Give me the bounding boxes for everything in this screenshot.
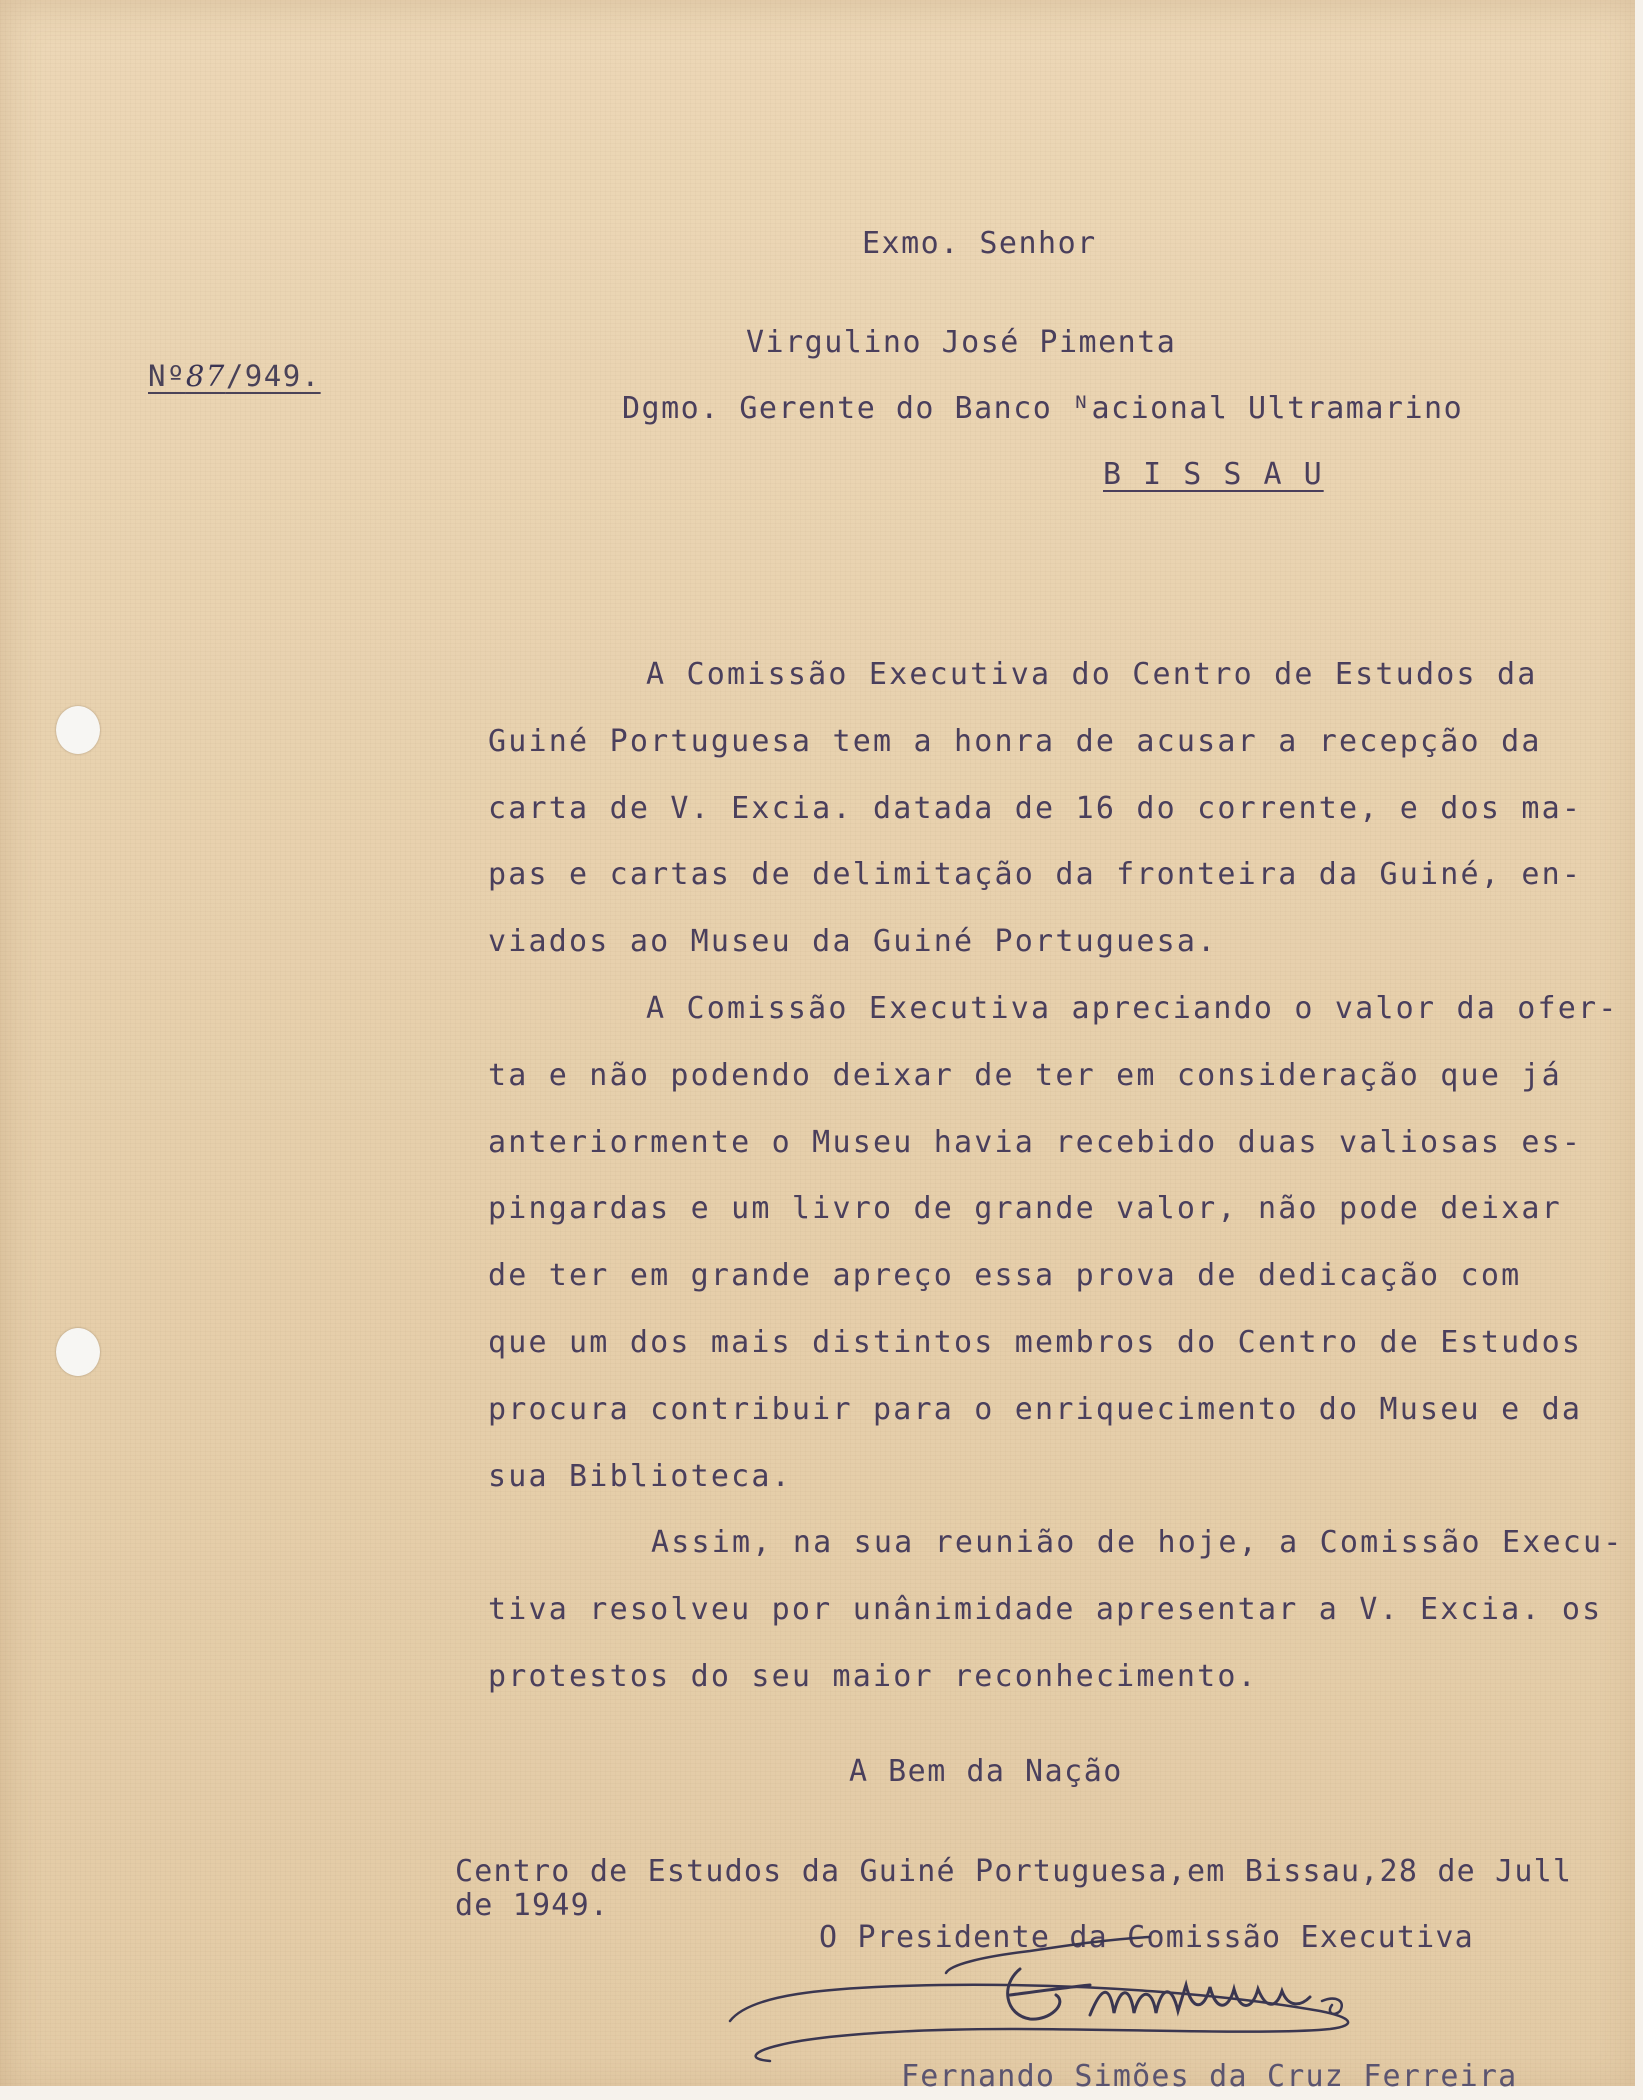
body-line: Assim, na sua reunião de hoje, a Comissão Execu-: [651, 1525, 1624, 1560]
body-line: pas e cartas de delimitação da fronteira da Guiné, en-: [488, 857, 1583, 892]
closing-motto: A Bem da Nação: [849, 1754, 1123, 1789]
page-right-edge: [1635, 0, 1643, 2100]
body-line: sua Biblioteca.: [488, 1459, 792, 1494]
body-line: Guiné Portuguesa tem a honra de acusar a recepção da: [488, 724, 1542, 759]
place-date-line-1: Centro de Estudos da Guiné Portuguesa,em Bissau,28 de Jull: [455, 1854, 1573, 1889]
body-line: pingardas e um livro de grande valor, não pode deixar: [488, 1191, 1562, 1226]
body-line: protestos do seu maior reconhecimento.: [488, 1659, 1258, 1694]
addressee-position: Dgmo. Gerente do Banco ᴺacional Ultramarino: [622, 391, 1464, 426]
signatory-title: O Presidente da Comissão Executiva: [819, 1920, 1474, 1955]
body-line: de ter em grande apreço essa prova de dedicação com: [488, 1258, 1522, 1293]
reference-prefix: Nº: [148, 359, 186, 393]
body-line: anteriormente o Museu havia recebido duas valiosas es-: [488, 1125, 1583, 1160]
body-line: que um dos mais distintos membros do Centro de Estudos: [488, 1325, 1583, 1360]
body-line: procura contribuir para o enriquecimento do Museu e da: [488, 1392, 1583, 1427]
body-line: A Comissão Executiva do Centro de Estudos da: [646, 657, 1538, 692]
addressee-city: B I S S A U: [1103, 457, 1324, 492]
place-date-line-2: de 1949.: [455, 1888, 610, 1923]
addressee-name: Virgulino José Pimenta: [746, 325, 1177, 360]
body-line: tiva resolveu por unânimidade apresentar a V. Excia. os: [488, 1592, 1603, 1627]
body-line: ta e não podendo deixar de ter em consideração que já: [488, 1058, 1562, 1093]
punch-hole-top: [56, 706, 100, 754]
body-line: A Comissão Executiva apreciando o valor da ofer-: [646, 991, 1619, 1026]
punch-hole-bottom: [56, 1328, 100, 1376]
body-line: carta de V. Excia. datada de 16 do corrente, e dos ma-: [488, 791, 1583, 826]
signatory-name: Fernando Simões da Cruz Ferreira: [901, 2059, 1518, 2094]
reference-year: /949.: [225, 359, 321, 393]
reference-number: [148, 359, 321, 393]
reference-handwritten-number: 87: [185, 359, 226, 393]
salutation: Exmo. Senhor: [862, 226, 1097, 261]
body-line: viados ao Museu da Guiné Portuguesa.: [488, 924, 1218, 959]
